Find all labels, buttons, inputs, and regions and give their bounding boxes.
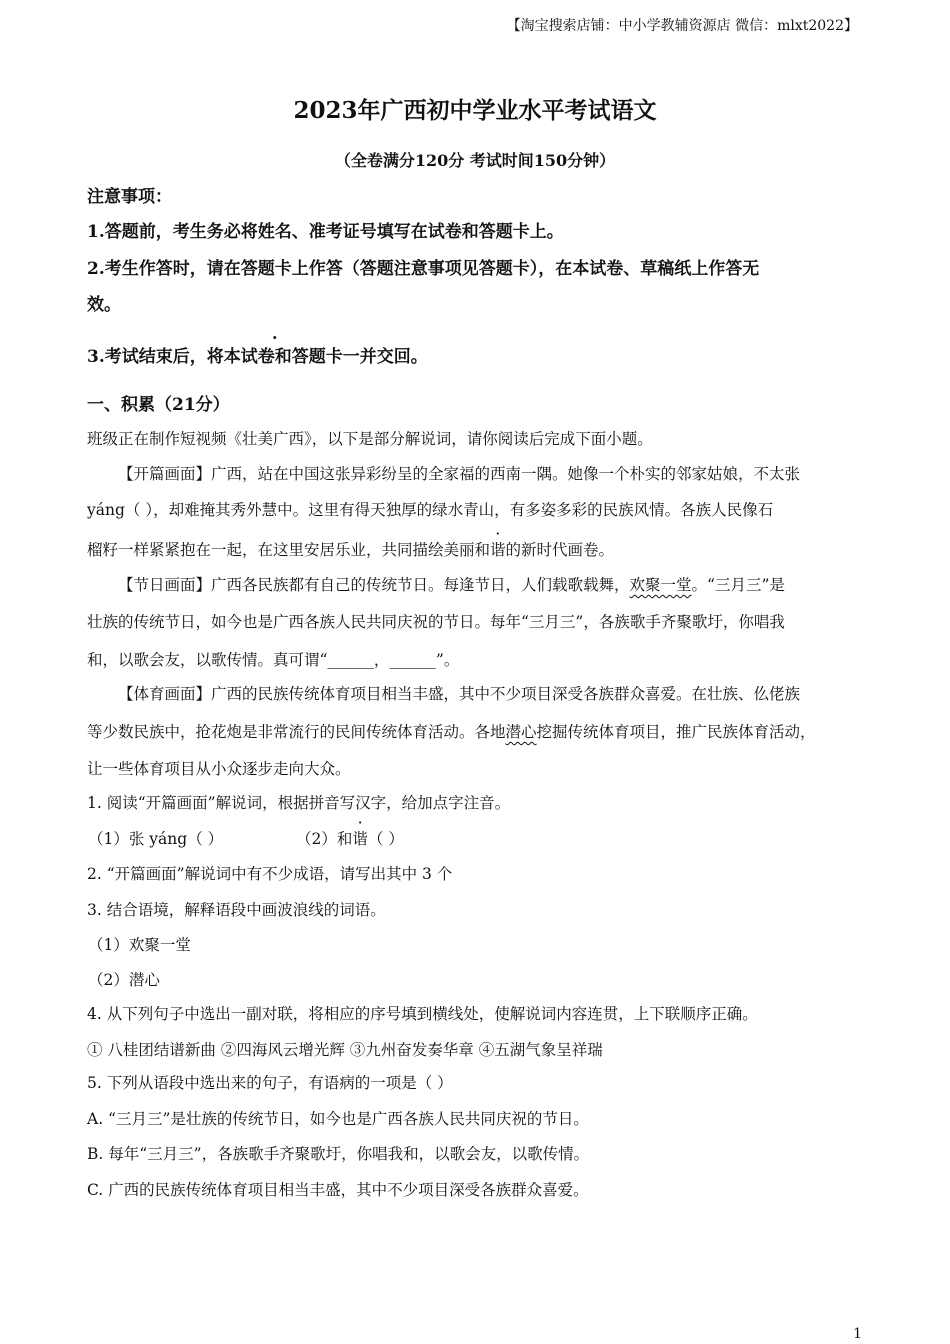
passage-p2-line2: 壮族的传统节日，如今也是广西各族人民共同庆祝的节日。每年“三月三”，各族歌手齐聚歌圩，你唱我 — [87, 613, 785, 631]
question-4: 4. 从下列句子中选出一副对联，将相应的序号填到横线处，使解说词内容连贯，上下联顺序正确。 — [87, 1005, 758, 1023]
notice-heading: 注意事项： — [87, 187, 172, 207]
wavy-word-huanju: 欢聚一堂 — [629, 576, 692, 594]
question-5-option-b: B. 每年“三月三”，各族歌手齐聚歌圩，你唱我和，以歌会友，以歌传情。 — [87, 1145, 590, 1163]
page-header: 【淘宝搜索店铺：中小学教辅资源店 微信：mlxt2022】 — [506, 18, 858, 34]
passage-p1-line3-a: 榴籽一样紧紧抱在一起，在这里安居乐业，共同描绘美丽和 — [87, 541, 491, 559]
dotted-char-xie-q: 谐 — [352, 830, 368, 848]
question-5-option-c: C. 广西的民族传统体育项目相当丰盛，其中不少项目深受各族群众喜爱。 — [87, 1181, 589, 1199]
notice-item-2-cont: 效。 — [87, 295, 121, 315]
question-5-option-a: A. “三月三”是壮族的传统节日，如今也是广西各族人民共同庆祝的节日。 — [87, 1110, 589, 1128]
question-3-part-2: （2）潜心 — [88, 971, 160, 989]
notice-item-3 — [87, 342, 428, 367]
section-1-intro: 班级正在制作短视频《壮美广西》，以下是部分解说词，请你阅读后完成下面小题。 — [87, 430, 653, 448]
passage-p1-line1: 【开篇画面】广西，站在中国这张异彩纷呈的全家福的西南一隅。她像一个朴实的邻家姑娘，不太张 — [118, 465, 801, 483]
passage-p3-line2 — [87, 720, 816, 742]
passage-p1-line2: yáng（ ），却难掩其秀外慧中。这里有得天独厚的绿水青山，有多姿多彩的民族风情。各族人民像石 — [87, 501, 774, 519]
notice-item-3-emph: · 将本试卷和答题卡 — [207, 342, 343, 367]
question-3-part-1: （1）欢聚一堂 — [88, 936, 191, 954]
notice-item-3-pre: 3.考试结束后， — [87, 347, 207, 367]
question-2: 2. “开篇画面”解说词中有不少成语，请写出其中 3 个 — [87, 865, 453, 883]
question-4-options: ① 八桂团结谱新曲 ②四海风云增光辉 ③九州奋发奏华章 ④五湖气象呈祥瑞 — [87, 1041, 603, 1059]
passage-p3-line1: 【体育画面】广西的民族传统体育项目相当丰盛，其中不少项目深受各族群众喜爱。在壮族、仫佬族 — [118, 685, 801, 703]
wavy-word-qianxin: 潜心 — [505, 723, 537, 741]
dotted-char-xie: 谐 — [490, 541, 506, 559]
passage-p3-line2-a: 等少数民族中，抢花炮是非常流行的民间传统体育活动。各地 — [87, 723, 506, 741]
notice-item-2: 2.考生作答时，请在答题卡上作答（答题注意事项见答题卡），在本试卷、草稿纸上作答无 — [87, 259, 760, 279]
passage-p1-line3-b: 的新时代画卷。 — [505, 541, 615, 559]
question-3: 3. 结合语境，解释语段中画波浪线的词语。 — [87, 901, 386, 919]
notice-item-3-post: 一并交回。 — [342, 347, 428, 367]
page-number: 1 — [853, 1326, 862, 1342]
question-5: 5. 下列从语段中选出来的句子，有语病的一项是（ ） — [87, 1074, 453, 1092]
question-1: 1. 阅读“开篇画面”解说词，根据拼音写汉字，给加点字注音。 — [87, 794, 511, 812]
passage-p2-line1-a: 【节日画面】广西各民族都有自己的传统节日。每逢节日，人们载歌载舞， — [118, 576, 630, 594]
section-1-heading: 一、积累（21分） — [87, 395, 230, 415]
question-1-part-2 — [296, 827, 404, 849]
question-1-part-1: （1）张 yáng（ ） — [88, 830, 224, 848]
passage-p1-line3 — [87, 538, 614, 560]
question-1-part-2-post: （ ） — [367, 830, 404, 848]
question-1-part-2-pre: （2）和 — [296, 830, 353, 848]
passage-p2-line3: 和，以歌会友，以歌传情。真可谓“______，______”。 — [87, 651, 460, 669]
exam-subtitle: （全卷满分120分 考试时间150分钟） — [334, 151, 616, 170]
passage-p3-line3: 让一些体育项目从小众逐步走向大众。 — [87, 760, 351, 778]
notice-item-1: 1.答题前，考生务必将姓名、准考证号填写在试卷和答题卡上。 — [87, 222, 564, 242]
passage-p3-line2-b: 挖掘传统体育项目，推广民族体育活动， — [536, 723, 816, 741]
passage-p2-line1 — [118, 573, 785, 595]
exam-title: 2023年广西初中学业水平考试语文 — [293, 97, 657, 124]
passage-p2-line1-b: 。“三月三”是 — [691, 576, 785, 594]
